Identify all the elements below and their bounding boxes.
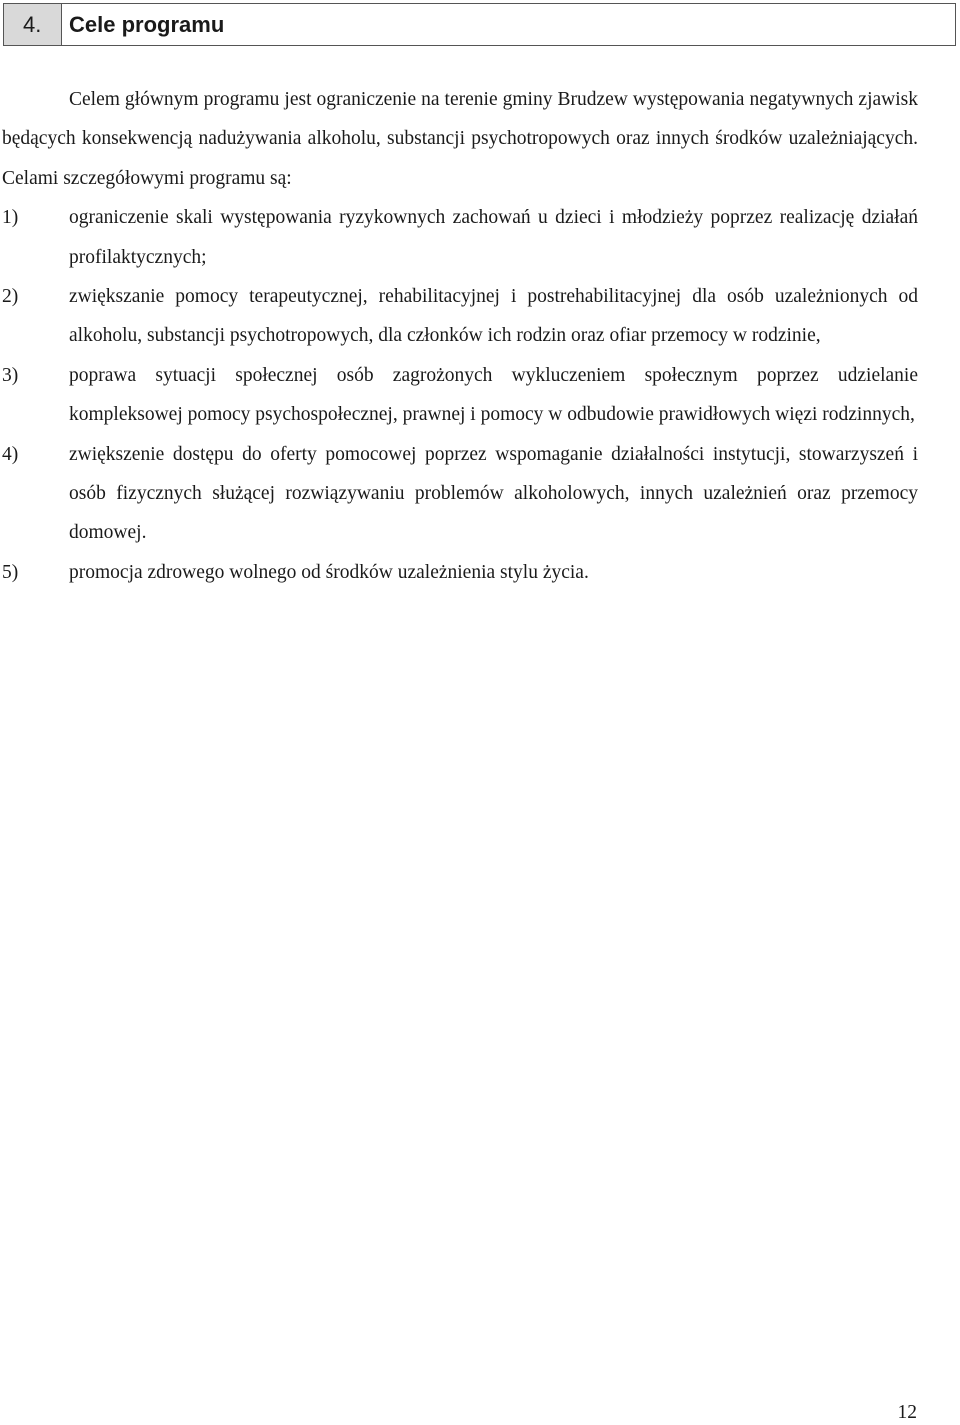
list-item-text: zwiększanie pomocy terapeutycznej, rehabilitacyjnej i postrehabilitacyjnej dla osób uzależnionych od alkoholu, substancji psychotropowych, dla członków ich rodzin oraz ofiar przemocy w rodzinie,: [69, 286, 918, 347]
list-item-number: 4): [2, 443, 19, 465]
section-heading: [3, 3, 956, 46]
list-item: [2, 356, 918, 435]
list-item-number: 2): [2, 286, 19, 308]
list-item: [2, 553, 918, 592]
intro-paragraph: Celem głównym programu jest ograniczenie na terenie gminy Brudzew występowania negatywnych zjawisk będących konsekwencją nadużywania alkoholu, substancji psychotropowych oraz innych środków uzależniających. Celami szczegółowymi programu są:: [2, 89, 918, 189]
page-number: 12: [897, 1402, 917, 1423]
section-title: Cele programu: [69, 11, 225, 37]
section-number: 4.: [4, 4, 62, 45]
list-item: [2, 198, 918, 277]
list-item-text: poprawa sytuacji społecznej osób zagrożonych wykluczeniem społecznym poprzez udzielanie kompleksowej pomocy psychospołecznej, prawnej i pomocy w odbudowie prawidłowych więzi rodzinnych,: [69, 364, 918, 426]
section-body: [2, 80, 918, 592]
list-item-text: zwiększenie dostępu do oferty pomocowej poprzez wspomaganie działalności instytucji, stowarzyszeń i osób fizycznych służącej rozwiązywaniu problemów alkoholowych, innych uzależnień oraz przemocy domowej.: [69, 443, 918, 544]
list-item: [2, 277, 918, 356]
goals-list: [2, 198, 918, 592]
list-item-number: 3): [2, 364, 19, 386]
list-item-text: promocja zdrowego wolnego od środków uzależnienia stylu życia.: [69, 561, 589, 583]
list-item: [2, 435, 918, 553]
list-item-number: 5): [2, 561, 19, 583]
list-item-number: 1): [2, 207, 19, 229]
list-item-text: ograniczenie skali występowania ryzykownych zachowań u dzieci i młodzieży poprzez realizację działań profilaktycznych;: [69, 207, 918, 268]
